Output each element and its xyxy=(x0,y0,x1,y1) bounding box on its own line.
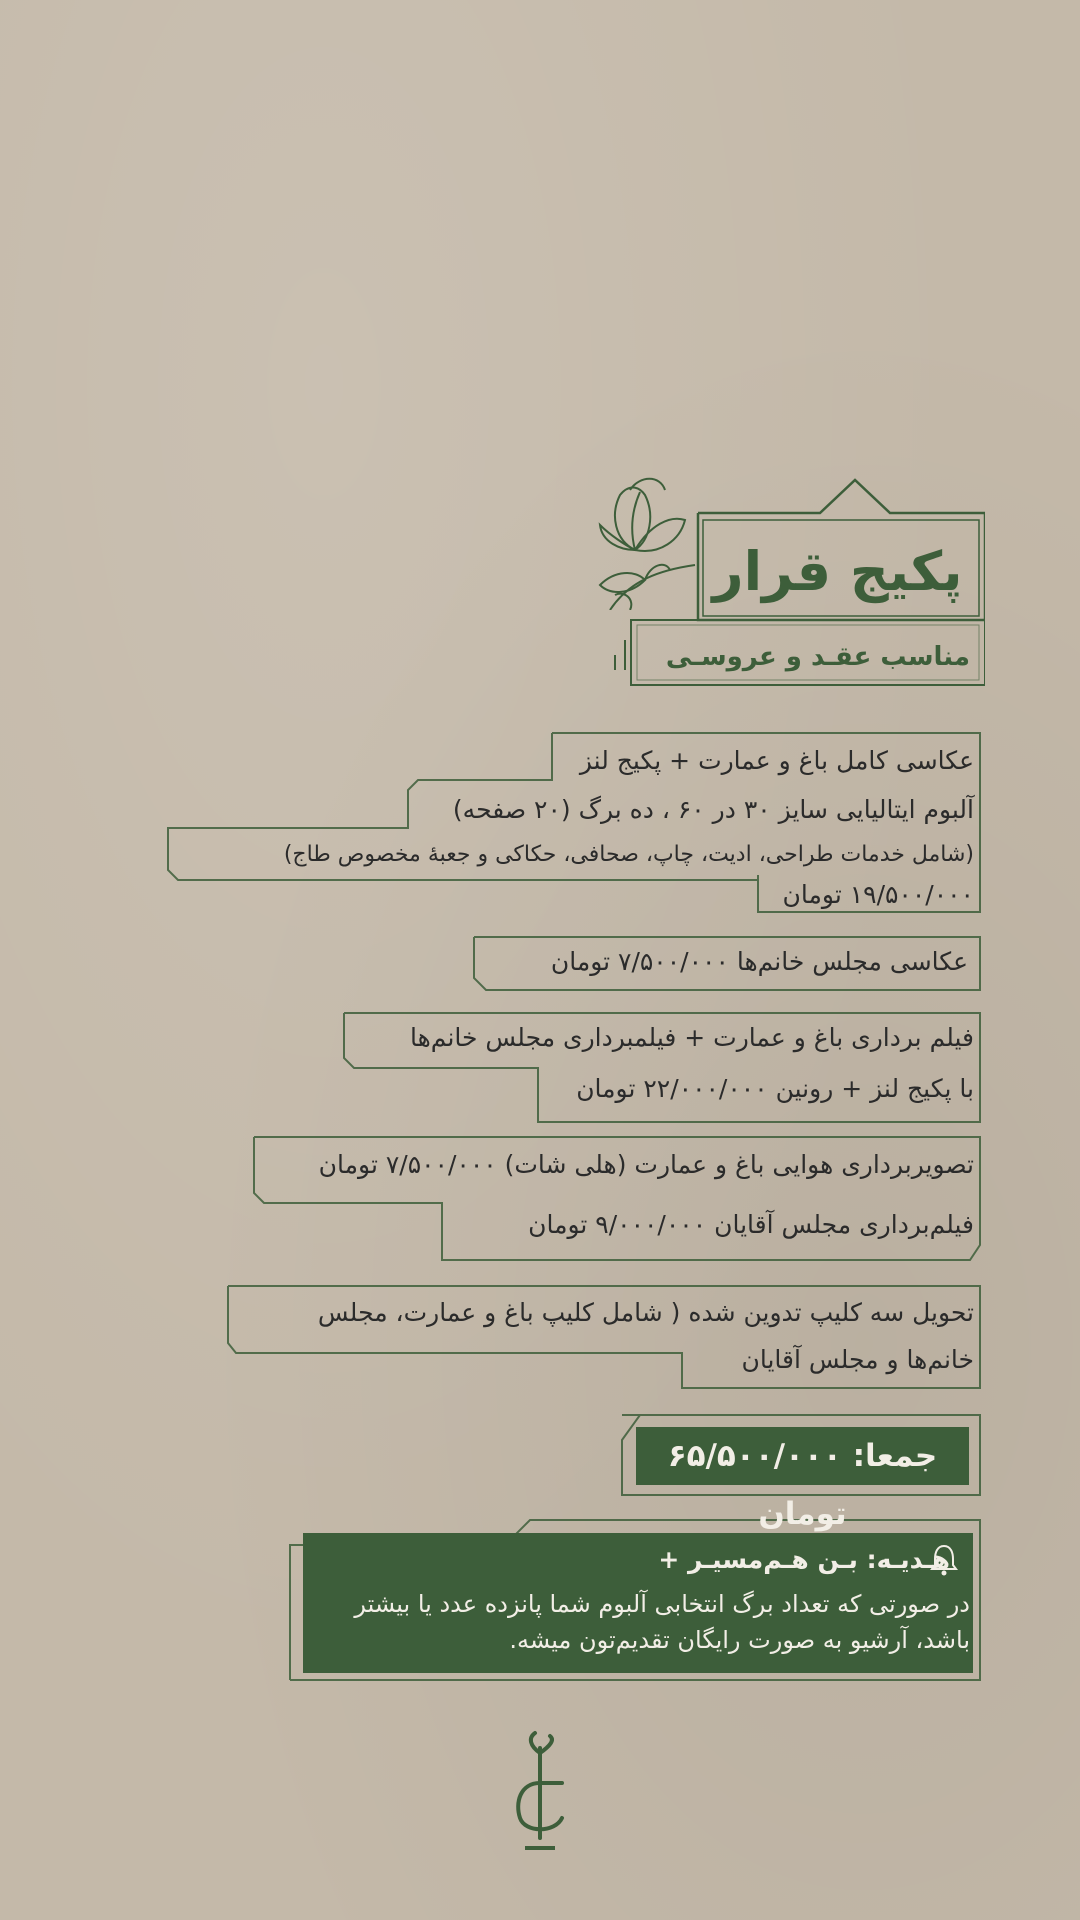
package-line-gentlemen-video: فیلم‌برداری مجلس آقایان ۹/۰۰۰/۰۰۰ تومان xyxy=(528,1210,974,1239)
gift-title: هـدیـه: بـن هـم‌مسیـر + xyxy=(658,1545,950,1574)
page-title: پکیج قرار xyxy=(712,540,963,603)
studio-taj-logo xyxy=(500,1728,580,1858)
page-subtitle: مناسب عقـد و عروسـی xyxy=(665,642,970,672)
package-line-album-services: (شامل خدمات طراحی، ادیت، چاپ، صحافی، حکاکی و جعبهٔ مخصوص طاج) xyxy=(283,842,974,867)
package-line-video-price: با پکیج لنز + رونین ۲۲/۰۰۰/۰۰۰ تومان xyxy=(576,1074,974,1103)
package-line-aerial: تصویربرداری هوایی باغ و عمارت (هلی شات) ۷/۵۰۰/۰۰۰ تومان xyxy=(318,1150,974,1179)
package-line-album: آلبوم ایتالیایی سایز ۳۰ در ۶۰ ، ده برگ (۲۰ صفحه) xyxy=(452,795,974,824)
package-line-price-1: ۱۹/۵۰۰/۰۰۰ تومان xyxy=(782,880,974,909)
package-line-ladies-photo: عکاسی مجلس خانم‌ها ۷/۵۰۰/۰۰۰ تومان xyxy=(550,947,968,976)
package-line-clips: تحویل سه کلیپ تدوین شده ( شامل کلیپ باغ و عمارت، مجلس xyxy=(317,1298,974,1327)
package-line-photo: عکاسی کامل باغ و عمارت + پکیج لنز xyxy=(579,746,974,775)
flower-branch-icon xyxy=(590,470,705,610)
package-line-video: فیلم برداری باغ و عمارت + فیلمبرداری مجلس خانم‌ها xyxy=(410,1023,974,1052)
gift-text: در صورتی که تعداد برگ انتخابی آلبوم شما پانزده عدد یا بیشتر باشد، آرشیو به صورت رایگان تقدیم‌تون میشه. xyxy=(354,1590,970,1654)
package-line-clips-2: خانم‌ها و مجلس آقایان xyxy=(741,1345,974,1374)
total-price: جمعا: ۶۵/۵۰۰/۰۰۰ تومان xyxy=(636,1427,969,1485)
